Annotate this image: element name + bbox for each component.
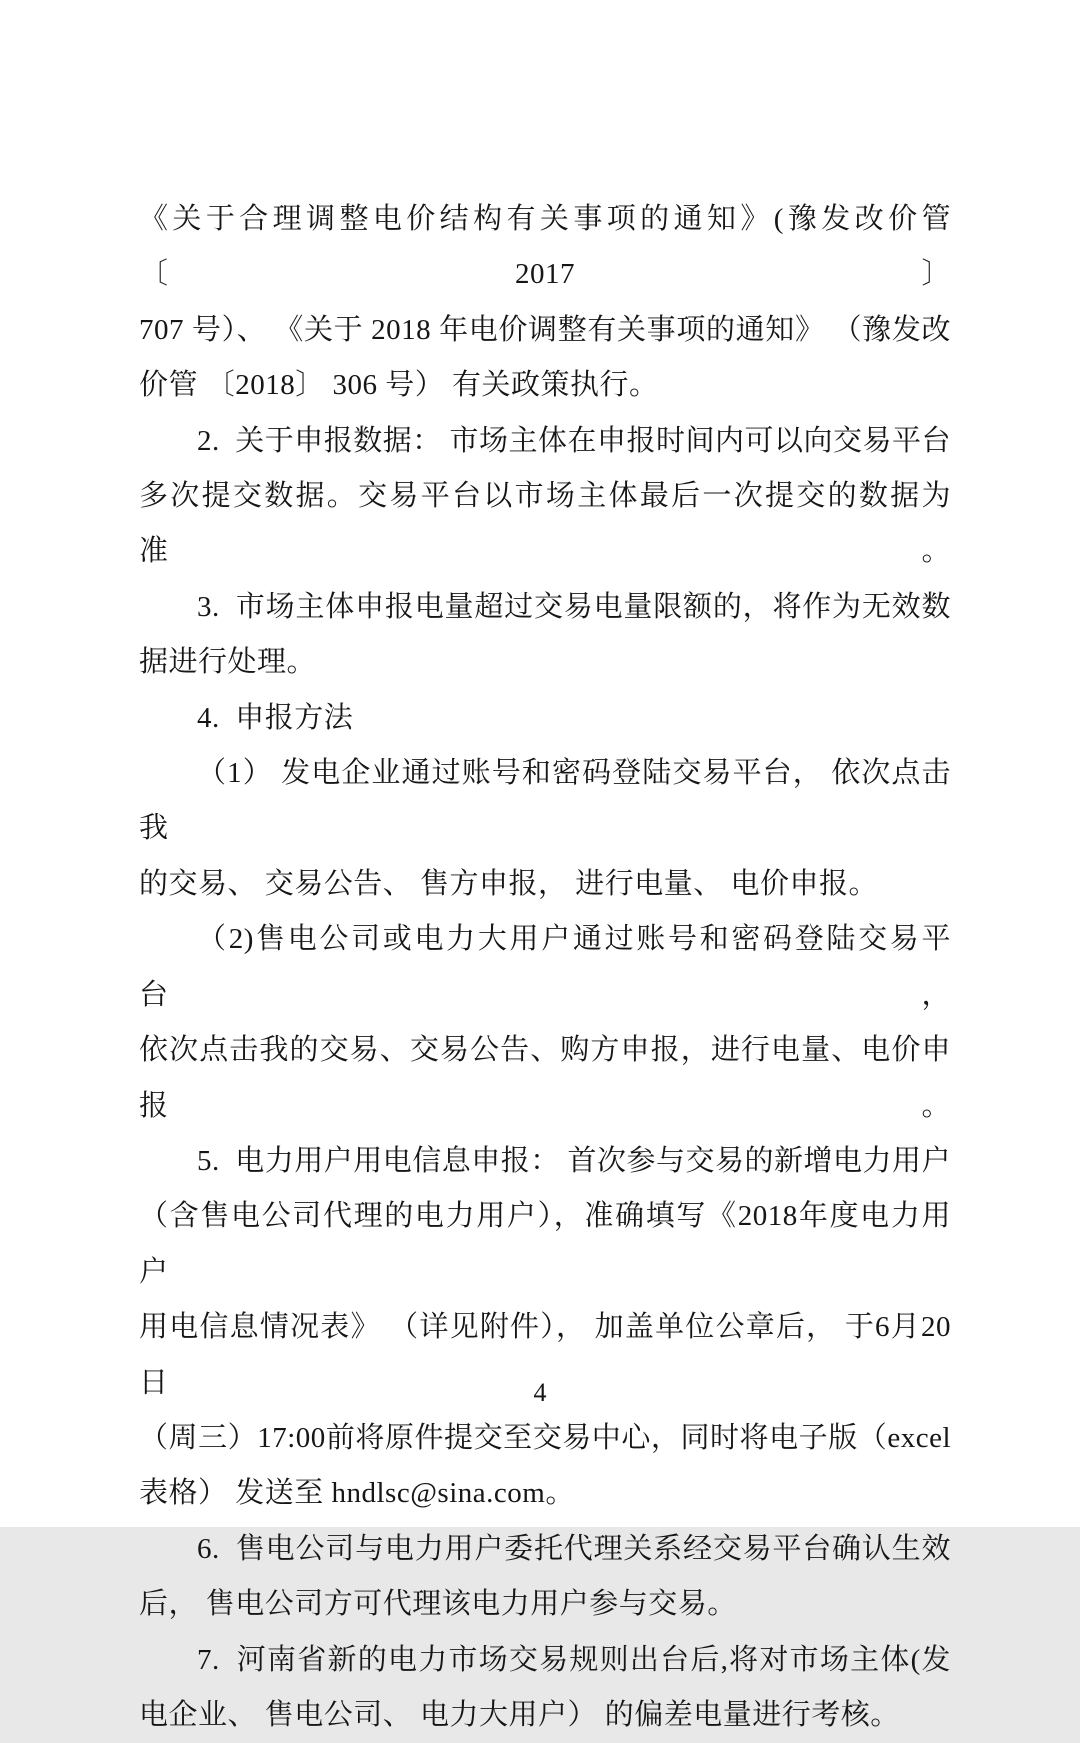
text-line: 多次提交数据。交易平台以市场主体最后一次提交的数据为准。 [139, 480, 951, 568]
text-line: 据进行处理。 [139, 646, 317, 679]
text-line: 5. 电力用户用电信息申报： 首次参与交易的新增电力用户 [197, 1144, 952, 1177]
text-line: 3. 市场主体申报电量超过交易电量限额的，将作为无效数 [197, 590, 951, 623]
text-line: 2. 关于申报数据： 市场主体在申报时间内可以向交易平台 [197, 424, 952, 457]
text-line: 7. 河南省新的电力市场交易规则出台后,将对市场主体(发 [197, 1643, 951, 1676]
text-line: 的交易、 交易公告、 售方申报， 进行电量、 电价申报。 [139, 867, 879, 900]
text-line: 电企业、 售电公司、 电力大用户） 的偏差电量进行考核。 [139, 1698, 900, 1731]
text-line: 依次点击我的交易、交易公告、购方申报，进行电量、电价申报。 [139, 1034, 951, 1122]
text-line: 《关于合理调整电价结构有关事项的通知》(豫发改价管〔2017〕 [139, 203, 951, 291]
text-line: 用电信息情况表》 （详见附件）， 加盖单位公章后， 于6月20日 [139, 1311, 951, 1399]
text-line: （周三）17:00前将原件提交至交易中心，同时将电子版（excel [139, 1421, 951, 1454]
text-line: 4. 申报方法 [197, 701, 354, 734]
text-line: （含售电公司代理的电力用户），准确填写《2018年度电力用户 [139, 1200, 951, 1288]
text-line: 707 号）、 《关于 2018 年电价调整有关事项的通知》 （豫发改 [139, 313, 951, 346]
text-line: （1） 发电企业通过账号和密码登陆交易平台， 依次点击我 [139, 757, 951, 845]
text-line: 表格） 发送至 hndlsc@sina.com。 [139, 1477, 575, 1510]
page-number: 4 [533, 1378, 547, 1407]
document-body [139, 192, 951, 1743]
text-line: 后， 售电公司方可代理该电力用户参与交易。 [139, 1588, 737, 1621]
text-line: 价管 〔2018〕 306 号） 有关政策执行。 [139, 369, 659, 402]
text-line: 6. 售电公司与电力用户委托代理关系经交易平台确认生效 [197, 1532, 951, 1565]
text-line: （2)售电公司或电力大用户通过账号和密码登陆交易平台， [139, 923, 951, 1011]
